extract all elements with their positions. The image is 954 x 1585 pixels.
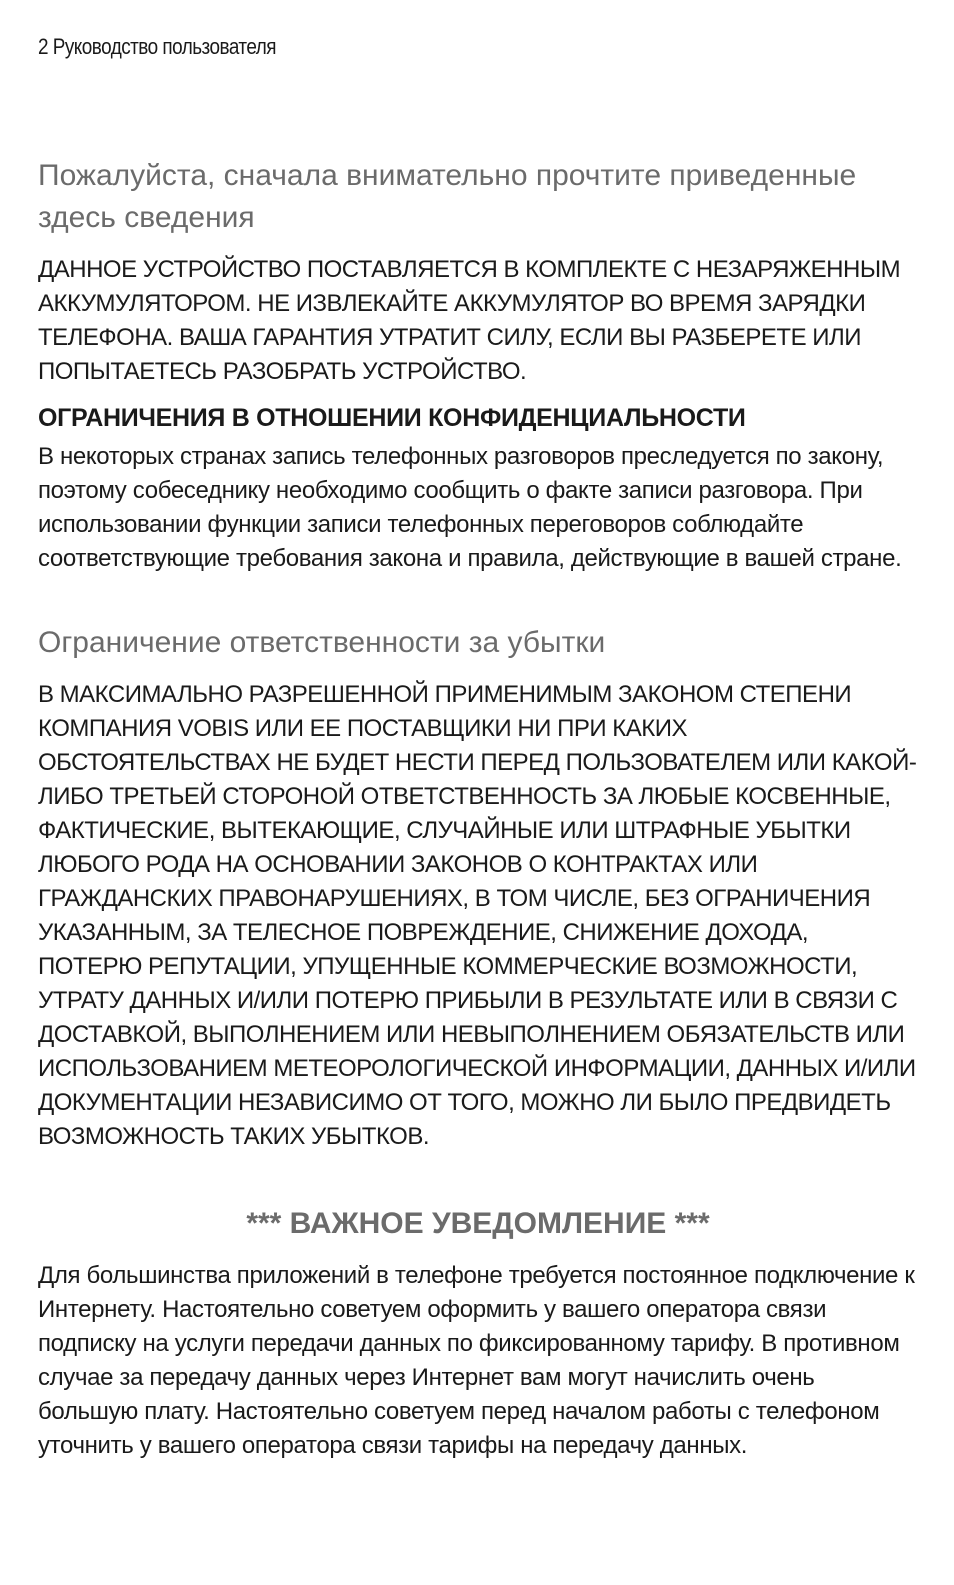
running-header: 2 Руководство пользователя [38,34,277,59]
important-notice-title: *** ВАЖНОЕ УВЕДОМЛЕНИЕ *** [246,1207,710,1240]
liability-text: В МАКСИМАЛЬНО РАЗРЕШЕННОЙ ПРИМЕНИМЫМ ЗАКОНОМ СТЕПЕНИ КОМПАНИЯ VOBIS ИЛИ ЕЕ ПОСТАВЩИКИ НИ ПРИ КАКИХ ОБСТОЯТЕЛЬСТВАХ НЕ БУДЕТ НЕСТИ ПЕРЕД ПОЛЬЗОВАТЕЛЕМ ИЛИ КАКОЙ-ЛИБО ТРЕТЬЕЙ СТОРОНОЙ ОТВЕТСТВЕННОСТЬ ЗА ЛЮБЫЕ КОСВЕННЫЕ, ФАКТИЧЕСКИЕ, ВЫТЕКАЮЩИЕ, СЛУЧАЙНЫЕ ИЛИ ШТРАФНЫЕ УБЫТКИ ЛЮБОГО РОДА НА ОСНОВАНИИ ЗАКОНОВ О КОНТРАКТАХ ИЛИ ГРАЖДАНСКИХ ПРАВОНАРУШЕНИЯХ, В ТОМ ЧИСЛЕ, БЕЗ ОГРАНИЧЕНИЯ УКАЗАННЫМ, ЗА ТЕЛЕСНОЕ ПОВРЕЖДЕНИЕ, СНИЖЕНИЕ ДОХОДА, ПОТЕРЮ РЕПУТАЦИИ, УПУЩЕННЫЕ КОММЕРЧЕСКИЕ ВОЗМОЖНОСТИ, УТРАТУ ДАННЫХ И/ИЛИ ПОТЕРЮ ПРИБЫЛИ В РЕЗУЛЬТАТЕ ИЛИ В СВЯЗИ С ДОСТАВКОЙ, ВЫПОЛНЕНИЕМ ИЛИ НЕВЫПОЛНЕНИЕМ ОБЯЗАТЕЛЬСТВ ИЛИ ИСПОЛЬЗОВАНИЕМ МЕТЕОРОЛОГИЧЕСКОЙ ИНФОРМАЦИИ, ДАННЫХ И/ИЛИ ДОКУМЕНТАЦИИ НЕЗАВИСИМО ОТ ТОГО, МОЖНО ЛИ БЫЛО ПРЕДВИДЕТЬ ВОЗМОЖНОСТЬ ТАКИХ УБЫТКОВ. [38,681,917,1150]
important-notice-text: Для большинства приложений в телефоне требуется постоянное подключение к Интернету. Настоятельно советуем оформить у вашего оператора связи подписку на услуги передачи данных по фиксированному тарифу. В противном случае за передачу данных через Интернет вам могут начислить очень большую плату. Настоятельно советуем перед началом работы с телефоном уточнить у вашего оператора связи тарифы на передачу данных. [38,1262,915,1459]
liability-title: Ограничение ответственности за убытки [38,626,606,659]
privacy-heading: ОГРАНИЧЕНИЯ В ОТНОШЕНИИ КОНФИДЕНЦИАЛЬНОСТИ [38,404,746,432]
privacy-text: В некоторых странах запись телефонных разговоров преследуется по закону, поэтому собеседнику необходимо сообщить о факте записи разговора. При использовании функции записи телефонных переговоров соблюдайте соответствующие требования закона и правила, действующие в вашей стране. [38,443,902,572]
intro-title: Пожалуйста, сначала внимательно прочтите приведенные здесь сведения [38,159,857,234]
battery-warning: ДАННОЕ УСТРОЙСТВО ПОСТАВЛЯЕТСЯ В КОМПЛЕКТЕ С НЕЗАРЯЖЕННЫМ АККУМУЛЯТОРОМ. НЕ ИЗВЛЕКАЙТЕ АККУМУЛЯТОР ВО ВРЕМЯ ЗАРЯДКИ ТЕЛЕФОНА. ВАША ГАРАНТИЯ УТРАТИТ СИЛУ, ЕСЛИ ВЫ РАЗБЕРЕТЕ ИЛИ ПОПЫТАЕТЕСЬ РАЗОБРАТЬ УСТРОЙСТВО. [38,256,901,385]
